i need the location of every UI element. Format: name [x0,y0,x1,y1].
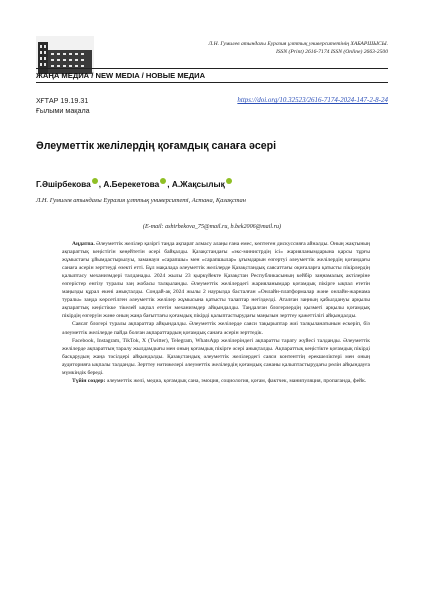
abstract-text: Әлеуметтік желілер қазіргі таңда ақпарат алмасу алаңы ғана емес, көптеген дискуссияға айналды. Оның жақтының ақпараттық кеңістігін кеңейтетін әсері байқалды. Қазақстандағы «экс-министрдің ісі» жарияланымдарына қарсы тұрғы жұмыстағы ұйымдастырылуы, заманауи «сарапшы» мен «сарапшылар» ұғымдарын өзгертуі әлеуметтік желілердің қоғамдағы санаға әсерін зерттеуді өзекті етті. Бұл мақалада әлеуметтік желілерде Қазақстандық саясаттағы оқиғаларға қатысты пікірлердің қалыптасу механизмдері талданады. 2024 жылы 23 қыркүйекте Қазақстан Республикасының кейбір заңнамалық актілеріне өзгерістер енгізу туралы заң жобасы талқыланды. Әлеуметтік желілердегі жарияланымдар қоғамдық пікірге ықпал ететін маңызды құрал екені анықталды. Сондай-ақ 2024 жылы 2 наурызда басталған «Онлайн-платформалар және онлайн-жарнама туралы» заңда көрсетілген әлеуметтік желілер жұмысына қатысты талаптар негізделді. Аталған заңның қабылдануы арқылы ақпараттық кеңістікке тікелей ықпал ететін механизмдер айқындалды. Таңдалған блогерлердің қызметі арқылы қоғамдық пікірдің өзгеруін және оның жаңа бағыттағы қоғамдық пікірді қалыптастырудағы маңызын зерттеу қажеттілігі айқындалды. [62,241,371,320]
abstract-block [62,240,370,385]
orcid-icon[interactable] [160,178,166,184]
orcid-icon[interactable] [226,178,232,184]
header-divider-bottom [36,82,388,83]
keywords-paragraph [62,377,370,385]
abstract-paragraph: Саясат блогері туралы ақпараттар айқындалды. Әлеуметтік желілерде саяси тақырыптар жиі талқыланатынын ескеріп, біз әлеуметтік желілерде пайда болған ақпараттардың қоғамдық санаға әсерін зерттедік. [62,321,370,336]
article-title: Әлеуметтік желілердің қоғамдық санаға әсері [36,140,277,152]
university-building-icon [36,36,94,76]
author-name: А.Жақсылық [171,179,225,189]
author-name: А.Берекетова [103,179,160,189]
university-name: Л.Н. Гумилев атындағы Еуразия ұлттық университетінің ХАБАРШЫСЫ. [208,41,388,47]
author-affiliation: Л.Н. Гумилев атындағы Еуразия ұлттық университеті, Астана, Қазақстан [36,197,246,204]
doi-link[interactable]: https://doi.org/10.32523/2616-7174-2024-147-2-8-24 [237,96,388,104]
classification-code: ХҒТАР 19.19.31 [36,96,89,105]
abstract-paragraph [62,240,370,320]
issn-line: ISSN (Print) 2616-7174 ISSN (Online) 2663-2500 [275,49,388,55]
orcid-icon[interactable] [92,178,98,184]
article-type: Ғылыми мақала [36,105,90,115]
university-info [98,40,388,56]
author-email: (E-mail: ashirbekova_75@mail.ru, b.bek2006@mail.ru) [142,224,282,230]
header-divider-top [36,68,388,69]
journal-section-name: ЖАҢА МЕДИА / NEW MEDIA / НОВЫЕ МЕДИА [36,71,206,80]
author-name: Г.Әшірбекова [36,179,91,189]
abstract-label: Аңдатпа. [72,241,95,247]
keywords-text: әлеуметтік желі, медиа, қоғамдық сана, эмоция, социология, қоғам, фактчек, манипуляция, пропаганда, фейк. [106,377,367,384]
abstract-paragraph: Facebook, Instagram, TikTok, X (Twitter), Telegram, WhatsApp желілеріндегі ақпаратты тарату жүйесі талданды. Әлеуметтік желілерде ақпараттың таралу жылдамдығы мен оның қоғамдық пікірге әсері анықталды. Ақпараттық кеңістікте қоғамдық пікірді басқарудың жаңа тәсілдері айқындалды. Қазақстандық әлеуметтік желілердегі саяси контенттің ерекшеліктері мен оның аудиторияға ықпалы талданды. Зерттеу нәтижелері әлеуметтік желілердің қоғамдық сананы қалыптастырудағы рөлін айқындауға мүмкіндік береді. [62,337,370,376]
keywords-label: Түйін сөздер: [72,377,106,384]
author-list: Г.Әшірбекова , А.Берекетова , А.Жақсылық [36,178,388,189]
article-meta [36,96,90,115]
